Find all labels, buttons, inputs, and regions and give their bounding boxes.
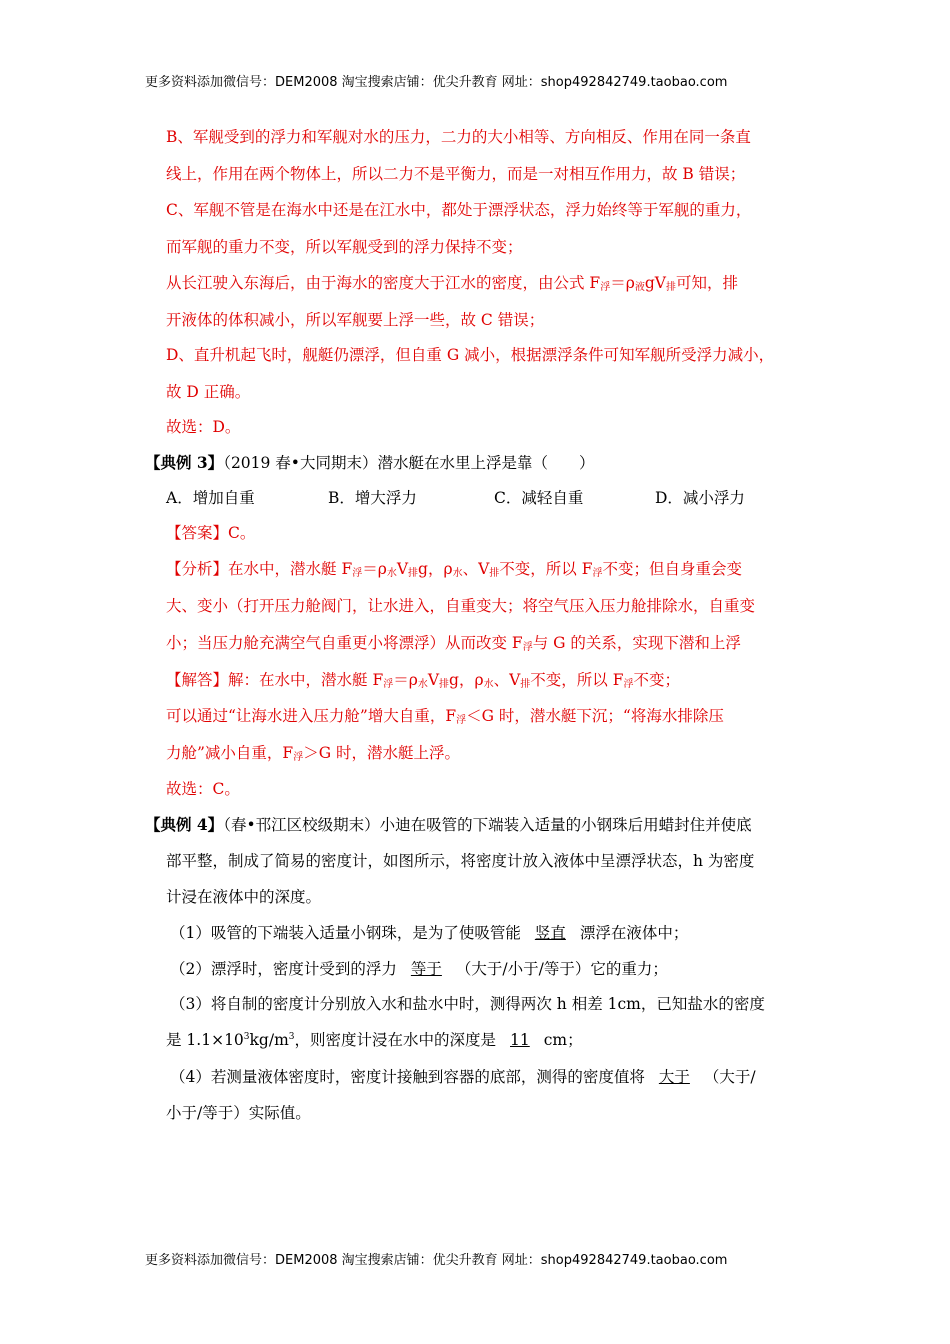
- example-3-analysis-3: 小；当压力舱充满空气自重更小将漂浮）从而改变 F浮与 G 的关系，实现下潜和上浮: [166, 634, 741, 653]
- example-4-question-2: 部平整，制成了简易的密度计，如图所示，将密度计放入液体中呈漂浮状态，h 为密度: [166, 852, 755, 870]
- example-4-part-3: （3）将自制的密度计分别放入水和盐水中时，测得两次 h 相差 1cm，已知盐水的密度: [170, 995, 765, 1013]
- example-4-question-3: 计浸在液体中的深度。: [166, 888, 322, 906]
- example-3-analysis-2: 大、变小（打开压力舱阀门，让水进入，自重变大；将空气压入压力舱排除水，自重变: [166, 597, 756, 615]
- example-3-analysis-1: 【分析】在水中，潜水艇 F浮＝ρ水V排g，ρ水、V排不变，所以 F浮不变；但自身重会变: [166, 560, 742, 579]
- solution-line-d2: 故 D 正确。: [166, 383, 251, 401]
- solution-line-b2: 线上，作用在两个物体上，所以二力不是平衡力，而是一对相互作用力，故 B 错误；: [166, 165, 746, 183]
- page-header: 更多资料添加微信号：DEM2008 淘宝搜索店铺：优尖升教育 网址：shop492842749.taobao.com: [145, 75, 728, 90]
- example-4-part-3b: 是 $1.1\times 10^3kg/m^3$，则密度计浸在水中的深度是 11 cm；: [166, 1031, 583, 1049]
- solution-line-b1: B、军舰受到的浮力和军舰对水的压力，二力的大小相等、方向相反、作用在同一条直: [166, 128, 751, 146]
- example-4-part-4b: 小于/等于）实际值。: [166, 1104, 311, 1122]
- blank-answer-4: 大于: [658, 1068, 690, 1086]
- example-3-solution-3: 力舱”减小自重，F浮＞G 时，潜水艇上浮。: [166, 744, 460, 763]
- blank-answer-1: 竖直: [534, 924, 566, 942]
- example-4-tag: 【典例 4】: [145, 815, 224, 834]
- example-3-solution-1: 【解答】解：在水中，潜水艇 F浮＝ρ水V排g，ρ水、V排不变，所以 F浮不变；: [166, 671, 680, 690]
- solution-line-c4: 开液体的体积减小，所以军舰要上浮一些，故 C 错误；: [166, 311, 545, 329]
- example-3-tag: 【典例 3】: [145, 453, 224, 472]
- solution-line-c2: 而军舰的重力不变，所以军舰受到的浮力保持不变；: [166, 238, 523, 256]
- example-3-question: 【典例 3】（2019 春•大同期末）潜水艇在水里上浮是靠（ ）: [145, 453, 595, 472]
- option-d: D．减小浮力: [655, 489, 745, 507]
- blank-answer-2: 等于: [410, 960, 442, 978]
- example-3-solution-2: 可以通过“让海水进入压力舱”增大自重，F浮＜G 时，潜水艇下沉；“将海水排除压: [166, 707, 724, 726]
- option-c: C．减轻自重: [494, 489, 584, 507]
- example-4-question-1: 【典例 4】（春•邗江区校级期末）小迪在吸管的下端装入适量的小钢珠后用蜡封住并使底: [145, 815, 752, 834]
- example-4-part-1: （1）吸管的下端装入适量小钢珠，是为了使吸管能 竖直 漂浮在液体中；: [170, 924, 689, 942]
- option-b: B．增大浮力: [328, 489, 417, 507]
- solution-line-d1: D、直升机起飞时，舰艇仍漂浮，但自重 G 减小，根据漂浮条件可知军舰所受浮力减小，: [166, 346, 775, 364]
- blank-answer-3: 11: [510, 1031, 530, 1049]
- solution-line-c1: C、军舰不管是在海水中还是在江水中，都处于漂浮状态，浮力始终等于军舰的重力，: [166, 201, 752, 219]
- example-3-answer: 【答案】C。: [166, 524, 256, 542]
- page-footer: 更多资料添加微信号：DEM2008 淘宝搜索店铺：优尖升教育 网址：shop492842749.taobao.com: [145, 1253, 728, 1268]
- option-a: A．增加自重: [166, 489, 255, 507]
- solution-choose: 故选：D。: [166, 418, 241, 436]
- solution-line-c3: 从长江驶入东海后，由于海水的密度大于江水的密度，由公式 F浮＝ρ液gV排可知，排: [166, 274, 738, 293]
- example-4-part-4: （4）若测量液体密度时，密度计接触到容器的底部，测得的密度值将 大于 （大于/: [170, 1068, 756, 1086]
- example-4-part-2: （2）漂浮时，密度计受到的浮力 等于 （大于/小于/等于）它的重力；: [170, 960, 668, 978]
- example-3-choose: 故选：C。: [166, 780, 240, 798]
